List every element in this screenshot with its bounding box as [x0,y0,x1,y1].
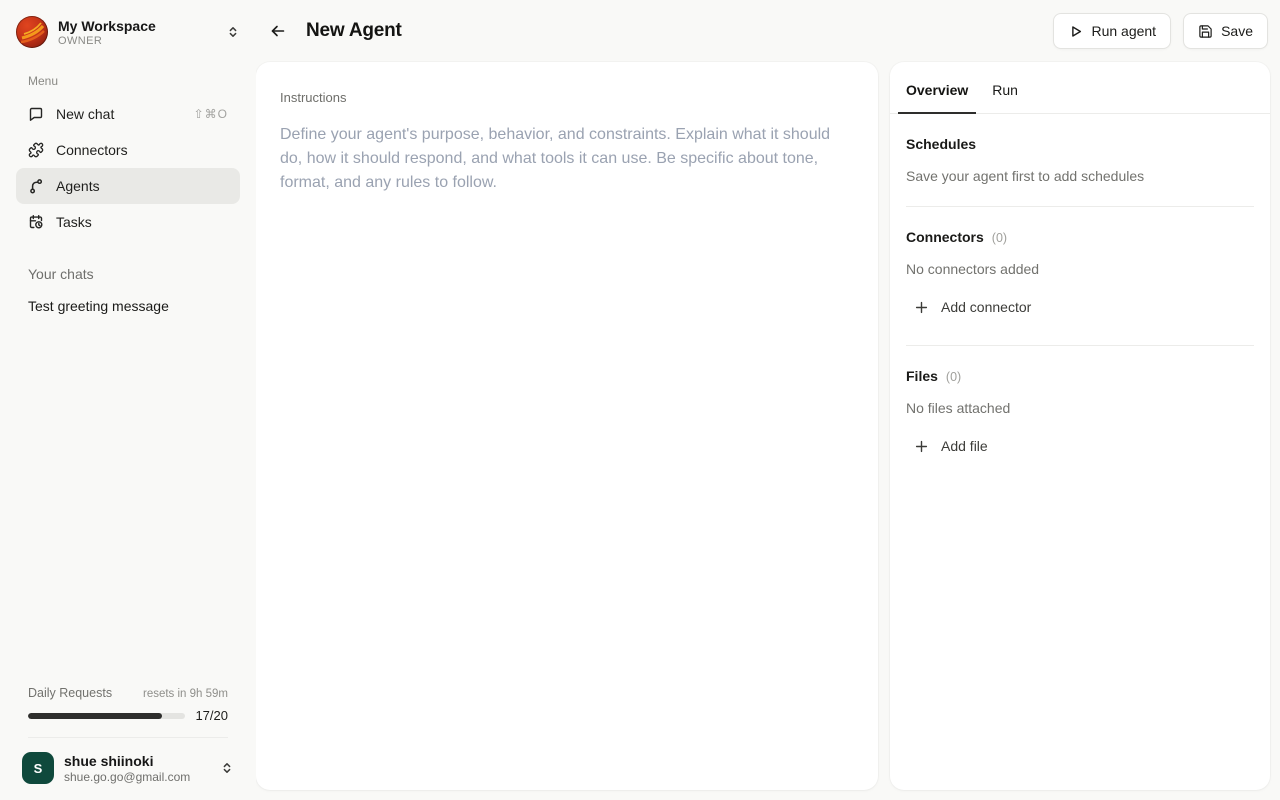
content [256,62,1280,800]
run-agent-button[interactable] [1053,13,1171,49]
sidebar-item-new-chat[interactable] [16,96,240,132]
sidebar-item-agents[interactable] [16,168,240,204]
connectors-section [906,229,1254,323]
sidebar-spacer [16,320,240,686]
add-connector-button[interactable] [910,295,1039,319]
panel-body [890,114,1270,484]
page-header [256,0,1280,62]
page-title: New Agent [306,20,402,41]
sidebar-item-label: Connectors [56,142,128,158]
workspace-switcher[interactable] [16,16,240,48]
workspace-name: My Workspace [58,17,156,34]
connectors-count: (0) [991,231,1008,245]
flame-logo-icon [16,16,48,48]
your-chats-header[interactable] [28,266,228,282]
add-file-label: Add file [941,438,988,454]
sidebar-item-label: Agents [56,178,100,194]
header-actions [1053,13,1268,49]
menu-section-label: Menu [28,74,59,88]
workspace-meta [58,18,216,47]
instructions-label: Instructions [280,90,347,105]
save-label: Save [1221,23,1253,39]
sidebar [0,0,256,800]
connectors-empty-text: No connectors added [906,261,1040,277]
back-button[interactable] [262,15,294,47]
usage-progress-fill [28,713,162,719]
play-icon [1068,24,1083,39]
arrow-left-icon [269,22,287,40]
files-title: Files [906,368,938,384]
sidebar-item-label: Tasks [56,214,92,230]
files-section [906,368,1254,462]
new-chat-shortcut: ⇧⌘O [193,107,228,121]
your-chats-label: Your chats [28,266,94,282]
sidebar-item-label: New chat [56,106,115,122]
puzzle-icon [28,142,44,158]
panel-tabs [890,62,1270,114]
instructions-input[interactable]: Define your agent's purpose, behavior, and constraints. Explain what it should do, how it should respond, and what tools it can use. Be specific about tone, format, and any rules to follow. [280,126,831,191]
add-file-button[interactable] [910,434,996,458]
sidebar-nav [16,96,240,240]
files-empty-text: No files attached [906,400,1011,416]
section-divider [906,345,1254,346]
main-area [256,0,1280,800]
user-avatar: S [22,752,54,784]
save-button[interactable] [1183,13,1268,49]
sidebar-divider [28,737,228,738]
sidebar-item-tasks[interactable] [16,204,240,240]
sidebar-item-connectors[interactable] [16,132,240,168]
user-email: shue.go.go@gmail.com [64,769,191,784]
user-name: shue shiinoki [64,752,154,769]
schedules-section [906,136,1254,184]
usage-progress-track [28,713,185,719]
schedules-empty-text: Save your agent first to add schedules [906,168,1145,184]
calendar-clock-icon [28,214,44,230]
details-panel [890,62,1270,790]
tab-run[interactable]: Run [992,82,1018,98]
plus-icon [914,300,929,315]
chat-list-item[interactable]: Test greeting message [28,298,169,314]
files-count: (0) [945,370,962,384]
connectors-title: Connectors [906,229,984,245]
usage-reset-text: resets in 9h 59m [142,688,228,700]
workspace-role: OWNER [58,34,103,47]
instructions-card [256,62,878,790]
chevrons-up-down-icon [226,25,240,39]
chevron-down-icon [214,267,228,281]
tab-overview[interactable]: Overview [898,62,976,114]
add-connector-label: Add connector [941,299,1032,315]
usage-count: 17/20 [195,708,228,723]
section-divider [906,206,1254,207]
workspace-avatar [16,16,48,48]
chevrons-up-down-icon [220,761,234,775]
run-agent-label: Run agent [1091,23,1157,39]
plus-icon [914,439,929,454]
usage-label: Daily Requests [28,686,113,700]
usage-meter [16,686,240,750]
save-icon [1198,24,1213,39]
user-meta [64,753,210,784]
user-account-switcher[interactable] [16,750,240,786]
agent-branch-icon [28,178,44,194]
chat-bubble-icon [28,106,44,122]
schedules-title: Schedules [906,136,977,152]
